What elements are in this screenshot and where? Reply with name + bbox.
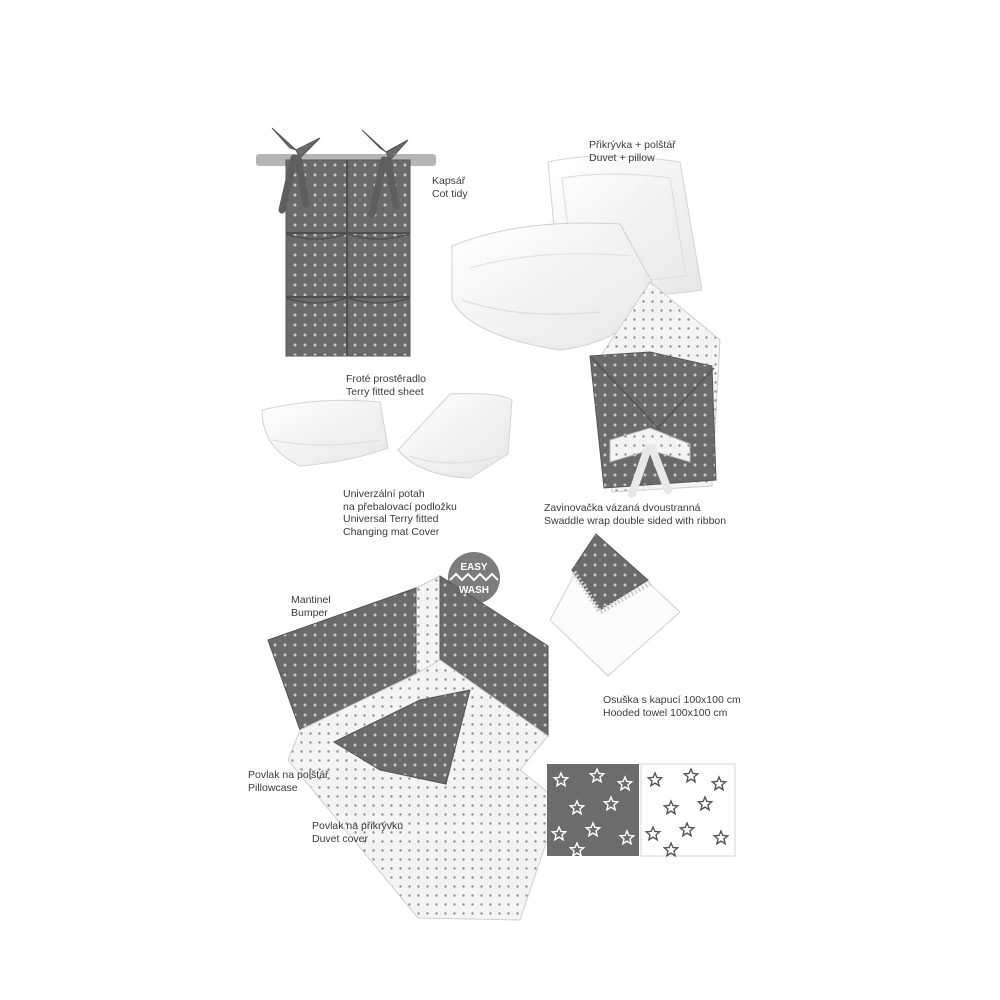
label-terry-sheet: Froté prostěradlo Terry fitted sheet: [346, 373, 426, 398]
badge-line2: WASH: [459, 585, 489, 596]
fabric-swatches: [547, 764, 735, 856]
label-pillowcase: Povlak na polštář Pillowcase: [248, 769, 329, 794]
hooded-towel-image: [550, 534, 680, 676]
label-duvet-cover: Povlak na přikrývku Duvet cover: [312, 820, 404, 845]
cot-tidy-image: [256, 128, 436, 356]
label-cot-tidy: Kapsář Cot tidy: [432, 175, 468, 200]
bumper-image: [268, 576, 560, 920]
badge-line1: EASY: [460, 562, 488, 573]
terry-sheet-image: [262, 400, 388, 466]
label-hooded-towel: Osuška s kapucí 100x100 cm Hooded towel 100x100 cm: [603, 694, 741, 719]
label-duvet-pillow: Přikrývka + polštář Duvet + pillow: [589, 139, 676, 164]
label-changing-mat: Univerzální potah na přebalovací podložku Universal Terry fitted Changing mat Cover: [343, 488, 457, 538]
easy-wash-text: [458, 562, 490, 596]
changing-mat-image: [398, 394, 512, 478]
label-bumper: Mantinel Bumper: [291, 594, 331, 619]
label-swaddle: Zavinovačka vázaná dvoustranná Swaddle wrap double sided with ribbon: [544, 502, 727, 527]
